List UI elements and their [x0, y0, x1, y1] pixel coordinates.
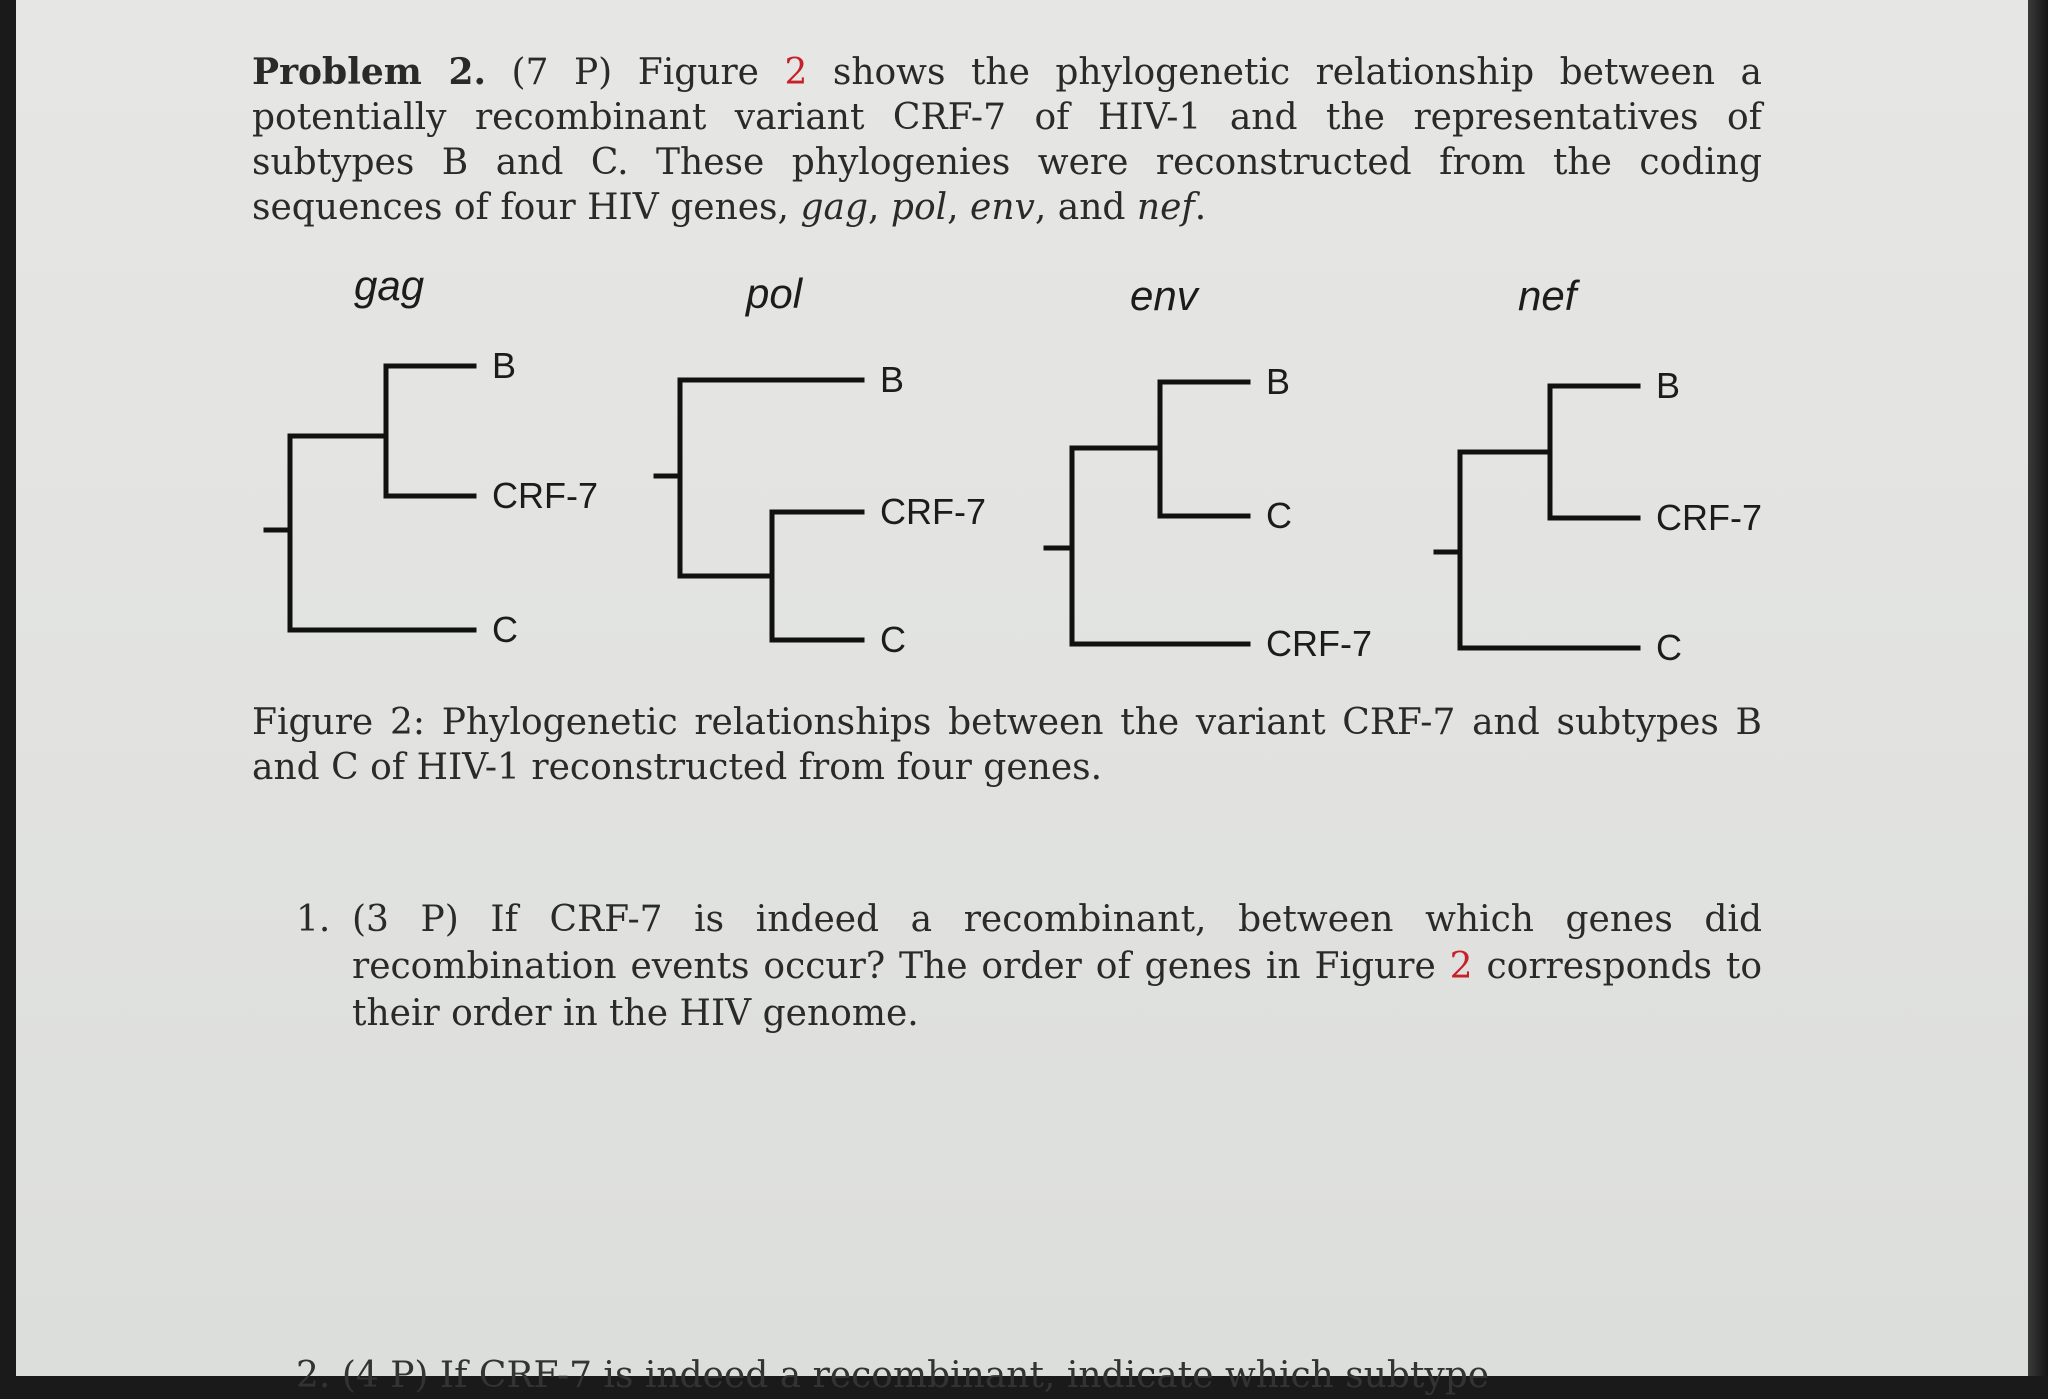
- gene-name: env: [970, 187, 1035, 228]
- tree-branches: [266, 366, 474, 630]
- question-number: 2.: [296, 1355, 331, 1396]
- separator: ,: [868, 187, 880, 228]
- leaf-label: C: [880, 619, 906, 660]
- tree-branches: [1046, 382, 1248, 644]
- problem-heading: Problem 2.: [252, 51, 487, 93]
- question-text: [352, 896, 1762, 1037]
- tree-title: env: [1130, 272, 1198, 319]
- leaf-label: B: [492, 345, 517, 386]
- tree-gag: [266, 262, 598, 650]
- problem-text: Figure: [637, 52, 759, 93]
- problem-text: shows the phylogenetic relationship between a potentially recombinant variant CRF-7 of HIV-1 and the representatives of subtypes B and C. These phylogenies were reconstructed from the coding sequences of four HIV genes,: [252, 52, 1762, 228]
- tree-branches: [1436, 386, 1638, 648]
- leaf-label: C: [492, 609, 518, 650]
- question-points: (3 P): [352, 899, 459, 940]
- question-1: [296, 896, 1762, 1037]
- tree-nef: [1436, 272, 1762, 668]
- tree-branches: [656, 380, 862, 640]
- leaf-label: C: [1266, 495, 1292, 536]
- figure-reference-link[interactable]: 2: [1449, 946, 1473, 987]
- leaf-label: B: [1266, 361, 1291, 402]
- separator: .: [1194, 187, 1207, 228]
- leaf-label: B: [1656, 365, 1681, 406]
- phylogeny-figure: [246, 250, 1826, 690]
- question-text-part: corresponds to their order in the HIV genome.: [352, 946, 1763, 1034]
- tree-title: gag: [354, 262, 425, 309]
- separator: , and: [1034, 187, 1126, 228]
- leaf-label: CRF-7: [1656, 497, 1762, 538]
- leaf-label: C: [1656, 627, 1682, 668]
- separator: ,: [947, 187, 959, 228]
- tree-title: pol: [746, 270, 803, 317]
- question-text: (4 P) If CRF-7 is indeed a recombinant, indicate which subtype: [341, 1355, 1490, 1396]
- gene-name: pol: [890, 187, 948, 228]
- leaf-label: CRF-7: [1266, 623, 1372, 664]
- tree-pol: [656, 270, 986, 660]
- problem-points: (7 P): [511, 52, 613, 93]
- question-text-part: If CRF-7 is indeed a recombinant, between which genes did recombination events occur? The order of genes in Figure: [352, 899, 1762, 987]
- leaf-label: CRF-7: [492, 475, 598, 516]
- figure-caption: Figure 2: Phylogenetic relationships between the variant CRF-7 and subtypes B and C of HIV-1 reconstructed from four genes.: [252, 702, 1762, 788]
- tree-env: [1046, 272, 1372, 664]
- problem-statement: [252, 50, 1762, 230]
- document-page: [16, 0, 2028, 1396]
- figure-reference-link[interactable]: 2: [784, 52, 808, 93]
- leaf-label: CRF-7: [880, 491, 986, 532]
- question-number: 1.: [296, 899, 331, 940]
- gene-name: nef: [1136, 187, 1195, 228]
- tree-title: nef: [1518, 272, 1577, 319]
- gene-name: gag: [800, 187, 868, 228]
- phylogeny-trees: [246, 250, 1826, 690]
- leaf-label: B: [880, 359, 905, 400]
- page-edge-shadow: [2028, 0, 2048, 1376]
